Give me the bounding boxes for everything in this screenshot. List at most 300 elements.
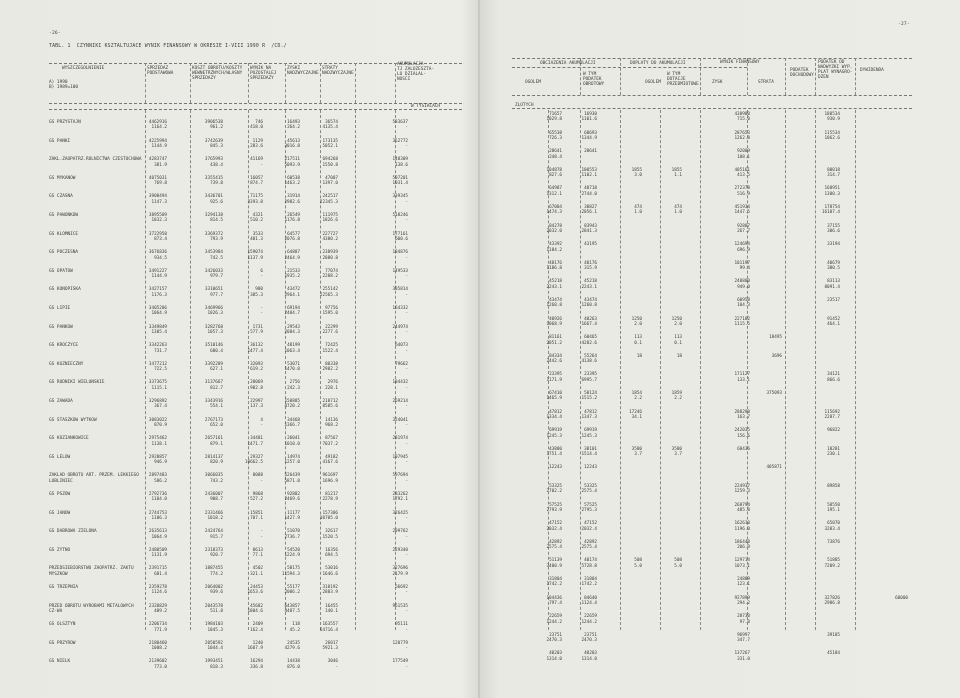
table-row-name: GS NIELK bbox=[49, 659, 71, 665]
table-cell-index: 946.9 bbox=[154, 460, 167, 466]
right-table-cell-index: 267.7 bbox=[737, 228, 750, 234]
table-cell-index: 481.3 bbox=[250, 236, 263, 242]
table-cell-index: 627.1 bbox=[210, 367, 223, 373]
right-table-column-divider bbox=[855, 110, 856, 630]
right-table-cell-value: 48176 bbox=[584, 260, 597, 266]
right-table-cell-index: 108.1 bbox=[737, 154, 750, 160]
table-cell-value: 80338 bbox=[325, 361, 338, 367]
right-header-unit-rule bbox=[512, 108, 912, 109]
right-table-cell-value: 40679 bbox=[827, 260, 840, 266]
table-cell-value: 2792736 bbox=[148, 492, 167, 497]
table-cell-index: 879.1 bbox=[210, 441, 223, 447]
table-cell-value: 227727 bbox=[322, 231, 338, 237]
table-cell-value: 2139602 bbox=[148, 659, 167, 665]
table-cell-value: 269214 bbox=[392, 399, 408, 404]
table-cell-index: 1138.1 bbox=[151, 441, 167, 447]
table-cell-value: 3477212 bbox=[148, 361, 167, 367]
right-table-cell-index: 6995.7 bbox=[581, 377, 597, 383]
table-cell-value: 2391715 bbox=[148, 566, 167, 572]
right-table-cell-value: 28641 bbox=[584, 149, 597, 155]
table-cell-index: 742.5 bbox=[210, 255, 223, 261]
table-row-name: GS LIPIE bbox=[49, 306, 71, 311]
table-cell-index: 4487.5 bbox=[284, 608, 300, 614]
right-table-cell-value: 47812 bbox=[584, 409, 597, 415]
right-table-cell-value: 96822 bbox=[827, 428, 840, 434]
right-table-cell-value: 104436 bbox=[546, 595, 562, 601]
table-cell-value: 22997 bbox=[250, 399, 263, 404]
right-table-cell-value: 40203 bbox=[584, 651, 597, 657]
table-cell-index: 4167.6 bbox=[322, 460, 338, 466]
right-table-cell-value: 508 bbox=[674, 558, 682, 564]
table-cell-index: 961.2 bbox=[210, 125, 223, 131]
right-table-cell-index: 2793.9 bbox=[546, 507, 562, 513]
right-table-cell-index: 195.1 bbox=[827, 507, 840, 513]
table-cell-value: 3908494 bbox=[148, 194, 167, 200]
table-cell-value: 2409 bbox=[252, 622, 263, 628]
table-cell-value: 2206734 bbox=[148, 622, 167, 628]
right-table-cell-index: 1029.8 bbox=[546, 117, 562, 123]
table-cell-value: 4225994 bbox=[148, 138, 167, 144]
right-table-column-divider bbox=[785, 110, 786, 630]
table-cell-index: 707.1 bbox=[250, 515, 263, 521]
right-table-cell-index: 380.5 bbox=[827, 266, 840, 272]
right-header-group-1: OBCIAZENIA AKUMULACJI bbox=[540, 61, 596, 66]
table-cell-value: 150885 bbox=[284, 399, 300, 404]
table-cell-index: 1305.4 bbox=[151, 329, 167, 335]
right-table-cell-index: 163.7 bbox=[737, 414, 750, 420]
right-table-cell-index: 97.8 bbox=[739, 619, 750, 625]
table-cell-value: 2064002 bbox=[204, 585, 223, 590]
right-table-cell-value: 129714 bbox=[734, 558, 750, 564]
table-cell-index: 1520.5 bbox=[322, 534, 338, 540]
right-table-cell-index: 1260.8 bbox=[581, 303, 597, 309]
table-cell-value: 3469966 bbox=[204, 306, 223, 311]
table-cell-index: 336.8 bbox=[250, 664, 263, 670]
right-table-cell-index: 485.8 bbox=[737, 507, 750, 513]
table-cell-index: 812.7 bbox=[210, 385, 223, 391]
table-cell-value: 3895509 bbox=[148, 213, 167, 218]
table-row-name: PRZEDSIEBIORSTWO ZAOPATRZ. ZAKTU MYSZKOW bbox=[49, 566, 134, 577]
table-cell-index: 45.2 bbox=[289, 627, 300, 633]
table-cell-index: - bbox=[405, 460, 408, 466]
right-table-cell-index: 464.1 bbox=[827, 321, 840, 327]
table-cell-index: - bbox=[405, 274, 408, 280]
right-table-cell-value: 375093 bbox=[766, 391, 782, 396]
table-row-name: PRZED OBROTU WYROBAMI METALOWYCH CZ-WA bbox=[49, 603, 134, 614]
right-table-cell-value: 68000 bbox=[895, 595, 908, 601]
table-cell-index: 681.4 bbox=[154, 571, 167, 577]
left-header-c3-line: WYNIK NA bbox=[250, 66, 272, 71]
left-header-c2-line: WEWNETRZNYCH/WLASNY bbox=[192, 71, 243, 76]
table-cell-value: 87567 bbox=[325, 436, 338, 442]
table-title: TABL. 1 CZYNNIKI KSZTALTUJACE WYNIK FINANSOWY W OKRESIE I-VIII 1990 R /CD./ bbox=[49, 44, 287, 49]
table-cell-value: 148309 bbox=[392, 157, 408, 163]
table-cell-index: 1257.0 bbox=[284, 460, 300, 466]
table-cell-index: 652.0 bbox=[210, 422, 223, 428]
table-cell-index: 680.4 bbox=[210, 348, 223, 354]
page-number-left: -26- bbox=[49, 31, 61, 36]
table-cell-index: 1064.9 bbox=[151, 534, 167, 540]
right-table-cell-index: 4282.6 bbox=[581, 340, 597, 346]
table-cell-index: 1397.0 bbox=[322, 181, 338, 187]
table-cell-value: 242517 bbox=[322, 194, 338, 200]
table-cell-value: 11177 bbox=[287, 510, 300, 516]
table-cell-index: 814.5 bbox=[210, 218, 223, 224]
right-table-cell-value: 101197 bbox=[734, 260, 750, 266]
right-header-c3-line: W TYM bbox=[667, 72, 681, 77]
table-cell-index: 321.1 bbox=[250, 571, 263, 577]
table-cell-index: 1550.8 bbox=[322, 162, 338, 168]
table-cell-value: 26549 bbox=[287, 213, 300, 218]
right-table-cell-value: 115534 bbox=[824, 130, 840, 136]
table-cell-index: 874.7 bbox=[250, 181, 263, 187]
table-cell-value: 2814137 bbox=[204, 454, 223, 460]
left-header-c6-line: TJ ZALOZESZTA- bbox=[397, 67, 435, 72]
table-column-divider bbox=[355, 110, 356, 630]
table-cell-index: 4279.6 bbox=[284, 646, 300, 652]
table-cell-value: 3349849 bbox=[148, 324, 167, 330]
table-cell-index: 920.7 bbox=[210, 553, 223, 559]
table-cell-index: 1653.6 bbox=[247, 590, 263, 596]
table-cell-value: 118 bbox=[292, 622, 300, 628]
right-table-cell-index: 16107.4 bbox=[821, 210, 840, 216]
right-table-cell-value: 227182 bbox=[734, 316, 750, 322]
table-cell-value: 1984103 bbox=[204, 622, 223, 628]
table-cell-index: 162.4 bbox=[250, 627, 263, 633]
table-cell-index: 10662.5 bbox=[244, 460, 263, 466]
table-cell-index: 968.2 bbox=[325, 422, 338, 428]
right-table-cell-value: 64987 bbox=[549, 186, 562, 192]
right-table-cell-index: 248.4 bbox=[549, 154, 562, 160]
right-table-cell-index: 3400.9 bbox=[546, 563, 562, 569]
table-cell-value: 3436701 bbox=[204, 194, 223, 200]
right-table-cell-value: 48176 bbox=[549, 260, 562, 266]
table-cell-index: 1224.9 bbox=[284, 553, 300, 559]
table-cell-value: 16294 bbox=[250, 659, 263, 665]
right-table-cell-index: 2.0 bbox=[674, 321, 682, 327]
table-row-name: GS TRZEPNIA bbox=[49, 585, 79, 590]
table-cell-index: 418.0 bbox=[250, 125, 263, 131]
table-cell-index: 385.3 bbox=[250, 292, 263, 298]
right-table-cell-index: 1347.3 bbox=[581, 414, 597, 420]
table-cell-value: 3676836 bbox=[148, 250, 167, 256]
table-cell-index: 1186.3 bbox=[151, 515, 167, 521]
table-cell-index: - bbox=[335, 664, 338, 670]
table-cell-value: 16057 bbox=[250, 175, 263, 181]
right-table-cell-value: 438980 bbox=[734, 112, 750, 117]
table-cell-value: 64577 bbox=[287, 231, 300, 237]
table-cell-index: 438.4 bbox=[210, 162, 223, 168]
table-cell-index: 1124.6 bbox=[151, 590, 167, 596]
right-table-cell-value: 80018 bbox=[827, 167, 840, 173]
table-cell-index: 1366.7 bbox=[284, 422, 300, 428]
right-table-cell-index: 123.1 bbox=[737, 582, 750, 588]
right-table-cell-index: 314.7 bbox=[827, 173, 840, 179]
table-cell-value: 597694 bbox=[392, 473, 408, 479]
table-cell-index: 1696.9 bbox=[322, 478, 338, 484]
right-table-cell-index: 104.3 bbox=[737, 303, 750, 309]
header-column-divider bbox=[395, 63, 396, 103]
table-cell-index: 939.6 bbox=[210, 590, 223, 596]
header-column-divider bbox=[145, 63, 146, 103]
table-cell-index: - bbox=[260, 478, 263, 484]
table-cell-value: 2359278 bbox=[148, 585, 167, 590]
right-table-cell-value: 28641 bbox=[549, 149, 562, 155]
right-table-cell-index: 1262.8 bbox=[734, 135, 750, 141]
table-cell-index: - bbox=[405, 664, 408, 670]
table-cell-index: 1131.9 bbox=[151, 553, 167, 559]
table-cell-value: 2424764 bbox=[204, 529, 223, 535]
right-table-cell-index: 1344.9 bbox=[581, 135, 597, 141]
table-cell-value: 2318373 bbox=[204, 547, 223, 553]
right-table-cell-index: 2744.0 bbox=[581, 191, 597, 197]
right-table-cell-value: 38827 bbox=[584, 205, 597, 210]
right-table-cell-value: 73876 bbox=[827, 539, 840, 545]
left-header-c0-line: A) 1990 bbox=[49, 80, 68, 85]
right-table-cell-index: 1742.2 bbox=[546, 582, 562, 588]
table-cell-index: 1004.6 bbox=[247, 608, 263, 614]
table-cell-value: 22299 bbox=[325, 324, 338, 330]
table-cell-index: 2880.8 bbox=[322, 255, 338, 261]
table-cell-value: 3342263 bbox=[148, 343, 167, 349]
table-cell-index: 228.1 bbox=[325, 385, 338, 391]
right-table-cell-value: 33194 bbox=[827, 242, 840, 248]
right-table-cell-value: 96997 bbox=[737, 632, 750, 638]
left-header-c1-line: PODSTAWOWA bbox=[147, 71, 174, 76]
right-table-cell-value: 405871 bbox=[766, 465, 782, 471]
table-row-name: GS PANKOW bbox=[49, 324, 73, 330]
right-header-c6-line: DOCHODOWY bbox=[790, 73, 814, 78]
left-header-c3-line: SPRZEDAZY bbox=[250, 76, 274, 81]
right-table-cell-value: 92009 bbox=[737, 149, 750, 155]
header-column-divider bbox=[285, 63, 286, 103]
table-cell-index: - bbox=[405, 311, 408, 317]
right-table-cell-value: 42892 bbox=[549, 539, 562, 545]
right-table-cell-index: 34.1 bbox=[631, 414, 642, 420]
table-cell-index: 1018.2 bbox=[207, 515, 223, 521]
right-table-cell-index: 1742.2 bbox=[581, 582, 597, 588]
right-table-cell-value: 37155 bbox=[827, 223, 840, 229]
right-table-cell-index: 4138.6 bbox=[581, 359, 597, 365]
table-cell-value: 3533 bbox=[252, 231, 263, 237]
table-cell-index: 381.9 bbox=[154, 162, 167, 168]
right-table-cell-value: 92887 bbox=[737, 223, 750, 229]
table-cell-value: 31914 bbox=[287, 194, 300, 200]
right-table-cell-index: 1.1 bbox=[674, 173, 682, 179]
table-cell-index: 2964.1 bbox=[284, 292, 300, 298]
table-cell-value: - bbox=[260, 306, 263, 311]
table-cell-index: 2006.2 bbox=[284, 590, 300, 596]
table-cell-value: 64887 bbox=[287, 250, 300, 256]
table-cell-index: 489.2 bbox=[154, 608, 167, 614]
right-table-cell-index: 1068.9 bbox=[546, 321, 562, 327]
table-cell-value: 81217 bbox=[325, 492, 338, 497]
table-cell-value: 55177 bbox=[287, 585, 300, 590]
right-table-cell-value: 43474 bbox=[549, 298, 562, 303]
right-table-cell-value: 67410 bbox=[549, 391, 562, 396]
table-row-name: GS DABROWA ZIELONA bbox=[49, 529, 97, 535]
table-cell-value: 9868 bbox=[252, 492, 263, 497]
table-cell-index: 793.9 bbox=[210, 236, 223, 242]
left-header-c4-line: NADZWYCZAJNE bbox=[287, 71, 319, 76]
table-cell-value: 643857 bbox=[284, 603, 300, 609]
table-cell-index: - bbox=[405, 367, 408, 373]
table-cell-index: 1646.6 bbox=[322, 571, 338, 577]
left-header-c6-line: LO DZIALAL- bbox=[397, 72, 427, 77]
table-cell-value: 3392289 bbox=[204, 361, 223, 367]
table-cell-index: - bbox=[405, 441, 408, 447]
right-table-cell-value: 31804 bbox=[549, 577, 562, 582]
table-cell-index: 2982.2 bbox=[322, 367, 338, 373]
right-table-cell-index: 99.4 bbox=[739, 266, 750, 272]
table-cell-value: 164332 bbox=[392, 306, 408, 311]
table-row-name: ZAKL.ZAOPATRZ.ROLNICTWA CZESTOCHOWA bbox=[49, 157, 142, 163]
right-table-cell-value: 40263 bbox=[584, 316, 597, 322]
right-table-cell-value: 115692 bbox=[824, 409, 840, 415]
right-table-cell-value: 42892 bbox=[584, 539, 597, 545]
right-table-cell-value: 1854 bbox=[631, 391, 642, 396]
right-table-cell-value: 451934 bbox=[734, 205, 750, 210]
right-table-cell-value: 23395 bbox=[584, 372, 597, 378]
right-table-cell-index: 1667.4 bbox=[581, 321, 597, 327]
right-header-c6-line: PODATEK bbox=[790, 68, 809, 73]
table-cell-value: 2744753 bbox=[148, 510, 167, 516]
table-cell-index: 722.5 bbox=[154, 367, 167, 373]
right-table-cell-index: 7209.2 bbox=[824, 563, 840, 569]
table-cell-index: 2084.3 bbox=[284, 329, 300, 335]
right-table-cell-index: 294.2 bbox=[737, 600, 750, 606]
table-row-name: GS KOZIANKOWICE bbox=[49, 436, 89, 442]
right-table-cell-value: 57525 bbox=[549, 502, 562, 508]
right-table-cell-index: 949.0 bbox=[737, 284, 750, 290]
table-cell-index: - bbox=[405, 125, 408, 131]
table-cell-value: 255142 bbox=[322, 287, 338, 293]
table-cell-value: 3296892 bbox=[148, 399, 167, 404]
table-cell-index: 527.2 bbox=[250, 497, 263, 503]
right-table-cell-value: 28730 bbox=[737, 614, 750, 620]
right-table-cell-value: 171127 bbox=[734, 372, 750, 378]
right-table-cell-index: 726.3 bbox=[549, 135, 562, 141]
table-cell-index: 1045.3 bbox=[207, 627, 223, 633]
table-cell-value: 184876 bbox=[392, 250, 408, 256]
table-cell-index: - bbox=[405, 143, 408, 149]
right-table-cell-value: 31804 bbox=[584, 577, 597, 582]
right-table-cell-value: 91452 bbox=[827, 316, 840, 322]
table-cell-index: 1063.4 bbox=[284, 348, 300, 354]
table-cell-value: 3282768 bbox=[204, 324, 223, 330]
right-table-cell-index: 1.0 bbox=[674, 210, 682, 216]
table-cell-index: 510.2 bbox=[250, 218, 263, 224]
table-cell-index: 925.6 bbox=[210, 199, 223, 205]
table-cell-value: 238939 bbox=[322, 250, 338, 256]
right-table-cell-index: 3.0 bbox=[634, 173, 642, 179]
table-cell-value: 16493 bbox=[287, 120, 300, 125]
table-cell-value: 2050592 bbox=[204, 640, 223, 646]
right-table-cell-index: 1314.0 bbox=[581, 656, 597, 662]
right-table-cell-value: 40203 bbox=[549, 651, 562, 657]
table-cell-value: 159074 bbox=[247, 250, 263, 256]
right-table-cell-value: 178754 bbox=[824, 205, 840, 210]
table-row-name: GS ZAWADA bbox=[49, 399, 73, 404]
table-cell-value: 3343916 bbox=[204, 399, 223, 404]
table-row-name: GS LELOW bbox=[49, 454, 71, 460]
right-table-cell-index: 133.1 bbox=[737, 377, 750, 383]
table-cell-value: 3510146 bbox=[204, 343, 223, 349]
table-cell-value: 36574 bbox=[325, 120, 338, 125]
table-row-name: GS JANOW bbox=[49, 510, 71, 516]
right-table-cell-value: 68693 bbox=[584, 130, 597, 136]
table-cell-value: 95111 bbox=[395, 622, 408, 628]
right-table-cell-value: 104878 bbox=[546, 167, 562, 173]
table-cell-index: - bbox=[260, 311, 263, 317]
right-table-column-divider bbox=[660, 110, 661, 630]
right-table-cell-index: 1171.9 bbox=[546, 377, 562, 383]
table-cell-value: 97756 bbox=[325, 306, 338, 311]
table-cell-index: 1477.4 bbox=[247, 348, 263, 354]
table-cell-index: 1115.1 bbox=[151, 385, 167, 391]
right-header-column-divider bbox=[855, 58, 856, 95]
right-table-cell-index: 1259.3 bbox=[734, 489, 750, 495]
table-cell-value: 518246 bbox=[392, 213, 408, 218]
right-table-cell-index: 715.0 bbox=[737, 117, 750, 123]
table-row-name: ZAKLAD OBROTU ART. PRZEM. LEKKIEGO LUBLINIEC bbox=[49, 473, 139, 484]
table-cell-index: 1104.0 bbox=[151, 497, 167, 503]
table-cell-value: 526439 bbox=[284, 473, 300, 479]
table-cell-index: 1032.3 bbox=[151, 218, 167, 224]
table-cell-value: 4 bbox=[260, 417, 263, 423]
table-cell-index: - bbox=[405, 534, 408, 540]
table-cell-value: 3294138 bbox=[204, 213, 223, 218]
right-header-unit: ZLOTYCH bbox=[515, 103, 534, 108]
table-cell-value: 77074 bbox=[325, 268, 338, 274]
table-cell-value: 3426033 bbox=[204, 268, 223, 274]
table-cell-value: 47007 bbox=[325, 175, 338, 181]
right-table-cell-index: 866.6 bbox=[827, 377, 840, 383]
right-header-c1-line: W TYM bbox=[583, 72, 597, 77]
right-table-cell-value: 240800 bbox=[734, 279, 750, 285]
table-cell-value: 3765993 bbox=[204, 157, 223, 163]
table-cell-value: 281974 bbox=[392, 436, 408, 442]
right-table-cell-value: 48718 bbox=[584, 186, 597, 192]
table-cell-value: 3742639 bbox=[204, 138, 223, 144]
table-cell-index: 769.8 bbox=[154, 181, 167, 187]
left-header-c6-line: NOSCI bbox=[397, 77, 411, 82]
left-header-c2-line: SPRZEDAZY bbox=[192, 76, 216, 81]
table-cell-value: 14438 bbox=[287, 659, 300, 665]
table-cell-index: 5921.3 bbox=[322, 646, 338, 652]
right-table-cell-index: 1515.2 bbox=[581, 396, 597, 402]
right-header-c3-line: PRZEDMIOTOWE bbox=[667, 82, 699, 87]
table-cell-value: 3453984 bbox=[204, 250, 223, 256]
left-header-c5-line: NADZWYCZAJNE bbox=[322, 71, 354, 76]
table-cell-index: 845.3 bbox=[210, 143, 223, 149]
right-table-cell-index: 696.9 bbox=[737, 247, 750, 253]
right-table-cell-index: 0.1 bbox=[674, 340, 682, 346]
table-cell-index: 1522.4 bbox=[322, 348, 338, 354]
table-cell-index: 3393.8 bbox=[247, 199, 263, 205]
table-cell-value: 60538 bbox=[287, 175, 300, 181]
right-table-cell-value: 83113 bbox=[827, 279, 840, 285]
table-cell-index: 1010.0 bbox=[284, 441, 300, 447]
table-cell-value: 69194 bbox=[287, 306, 300, 311]
table-cell-value: 24535 bbox=[287, 640, 300, 646]
table-row-name: GS PANKI bbox=[49, 138, 71, 144]
right-table-cell-value: 84334 bbox=[549, 353, 562, 359]
table-cell-value: 26041 bbox=[287, 436, 300, 442]
table-cell-index: 977.7 bbox=[210, 292, 223, 298]
table-cell-index: - bbox=[405, 590, 408, 596]
table-cell-value: 305814 bbox=[392, 287, 408, 293]
